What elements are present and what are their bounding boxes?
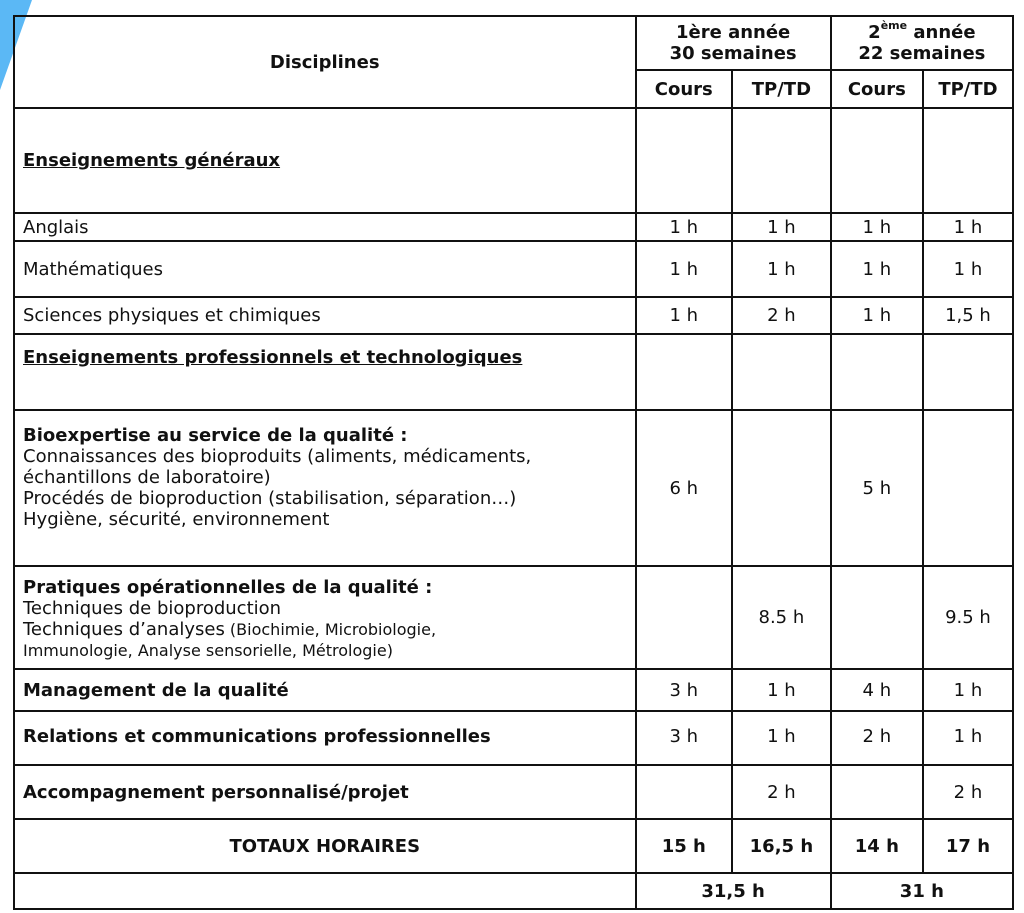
subcol-cours-y2: Cours xyxy=(831,70,923,108)
subcol-tptd-y2: TP/TD xyxy=(923,70,1013,108)
header-row-years xyxy=(14,16,1013,70)
hours-cell: 1 h xyxy=(732,711,831,765)
hours-cell xyxy=(636,765,733,819)
year1-weeks: 30 semaines xyxy=(669,43,797,64)
hours-cell xyxy=(636,566,733,669)
hours-cell: 1 h xyxy=(636,213,733,241)
table-row xyxy=(14,765,1013,819)
hours-cell: 1 h xyxy=(732,213,831,241)
hours-cell: 4 h xyxy=(831,669,923,711)
total-cell: 15 h xyxy=(636,819,733,873)
discipline-label: Anglais xyxy=(14,213,636,241)
section-row-professional xyxy=(14,334,1013,410)
hours-cell: 1 h xyxy=(636,241,733,297)
year2-weeks: 22 semaines xyxy=(858,43,986,64)
discipline-detail: Techniques de bioproduction xyxy=(23,598,282,619)
hours-cell: 6 h xyxy=(636,410,733,566)
course-hours-table xyxy=(13,15,1014,910)
discipline-detail: Procédés de bioproduction (stabilisation, séparation…) xyxy=(23,488,517,509)
year1-title: 1ère année xyxy=(675,22,791,43)
hours-cell: 1 h xyxy=(732,241,831,297)
hours-cell: 5 h xyxy=(831,410,923,566)
year2-header xyxy=(831,16,1013,70)
hours-cell xyxy=(732,410,831,566)
hours-cell: 1 h xyxy=(831,241,923,297)
table-row xyxy=(14,213,1013,241)
discipline-detail: Techniques d’analyses (Biochimie, Microbiologie, xyxy=(23,619,437,640)
table-row xyxy=(14,241,1013,297)
discipline-block-bioexpertise xyxy=(14,410,636,566)
hours-cell: 2 h xyxy=(923,765,1013,819)
table-row xyxy=(14,297,1013,334)
discipline-label: Mathématiques xyxy=(14,241,636,297)
hours-cell xyxy=(923,410,1013,566)
discipline-detail: échantillons de laboratoire) xyxy=(23,467,271,488)
hours-cell: 1 h xyxy=(831,297,923,334)
hours-cell: 2 h xyxy=(732,765,831,819)
year1-header xyxy=(636,16,831,70)
total-cell: 17 h xyxy=(923,819,1013,873)
hours-cell: 1,5 h xyxy=(923,297,1013,334)
discipline-detail: Hygiène, sécurité, environnement xyxy=(23,509,330,530)
section-row-general xyxy=(14,108,1013,213)
hours-cell xyxy=(831,566,923,669)
hours-cell: 8.5 h xyxy=(732,566,831,669)
hours-cell: 1 h xyxy=(732,669,831,711)
hours-cell: 1 h xyxy=(923,241,1013,297)
hours-cell: 3 h xyxy=(636,711,733,765)
discipline-title: Pratiques opérationnelles de la qualité : xyxy=(23,577,433,598)
hours-cell: 1 h xyxy=(923,711,1013,765)
empty-cell xyxy=(14,873,636,909)
table-row xyxy=(14,711,1013,765)
hours-cell: 1 h xyxy=(831,213,923,241)
totals-label: TOTAUX HORAIRES xyxy=(14,819,636,873)
discipline-label: Accompagnement personnalisé/projet xyxy=(14,765,636,819)
year2-grand-total: 31 h xyxy=(831,873,1013,909)
discipline-title: Bioexpertise au service de la qualité : xyxy=(23,425,408,446)
hours-cell: 1 h xyxy=(636,297,733,334)
subcol-tptd-y1: TP/TD xyxy=(732,70,831,108)
hours-cell xyxy=(831,765,923,819)
total-cell: 14 h xyxy=(831,819,923,873)
total-cell: 16,5 h xyxy=(732,819,831,873)
section-title-general: Enseignements généraux xyxy=(14,108,636,213)
disciplines-header: Disciplines xyxy=(14,16,636,108)
subcol-cours-y1: Cours xyxy=(636,70,733,108)
hours-cell: 3 h xyxy=(636,669,733,711)
hours-cell: 1 h xyxy=(923,213,1013,241)
discipline-label: Management de la qualité xyxy=(14,669,636,711)
section-title-professional: Enseignements professionnels et technologiques xyxy=(14,334,636,410)
year2-title: 2ème année xyxy=(868,19,976,43)
table-row xyxy=(14,566,1013,669)
hours-cell: 9.5 h xyxy=(923,566,1013,669)
hours-cell: 1 h xyxy=(923,669,1013,711)
discipline-block-pratiques xyxy=(14,566,636,669)
discipline-label: Relations et communications professionnelles xyxy=(14,711,636,765)
year1-grand-total: 31,5 h xyxy=(636,873,831,909)
discipline-label: Sciences physiques et chimiques xyxy=(14,297,636,334)
grand-totals-row xyxy=(14,873,1013,909)
table-row xyxy=(14,410,1013,566)
totals-row xyxy=(14,819,1013,873)
discipline-detail: Connaissances des bioproduits (aliments, médicaments, xyxy=(23,446,532,467)
hours-cell: 2 h xyxy=(831,711,923,765)
discipline-detail: Immunologie, Analyse sensorielle, Métrologie) xyxy=(23,641,393,660)
hours-cell: 2 h xyxy=(732,297,831,334)
table-row xyxy=(14,669,1013,711)
